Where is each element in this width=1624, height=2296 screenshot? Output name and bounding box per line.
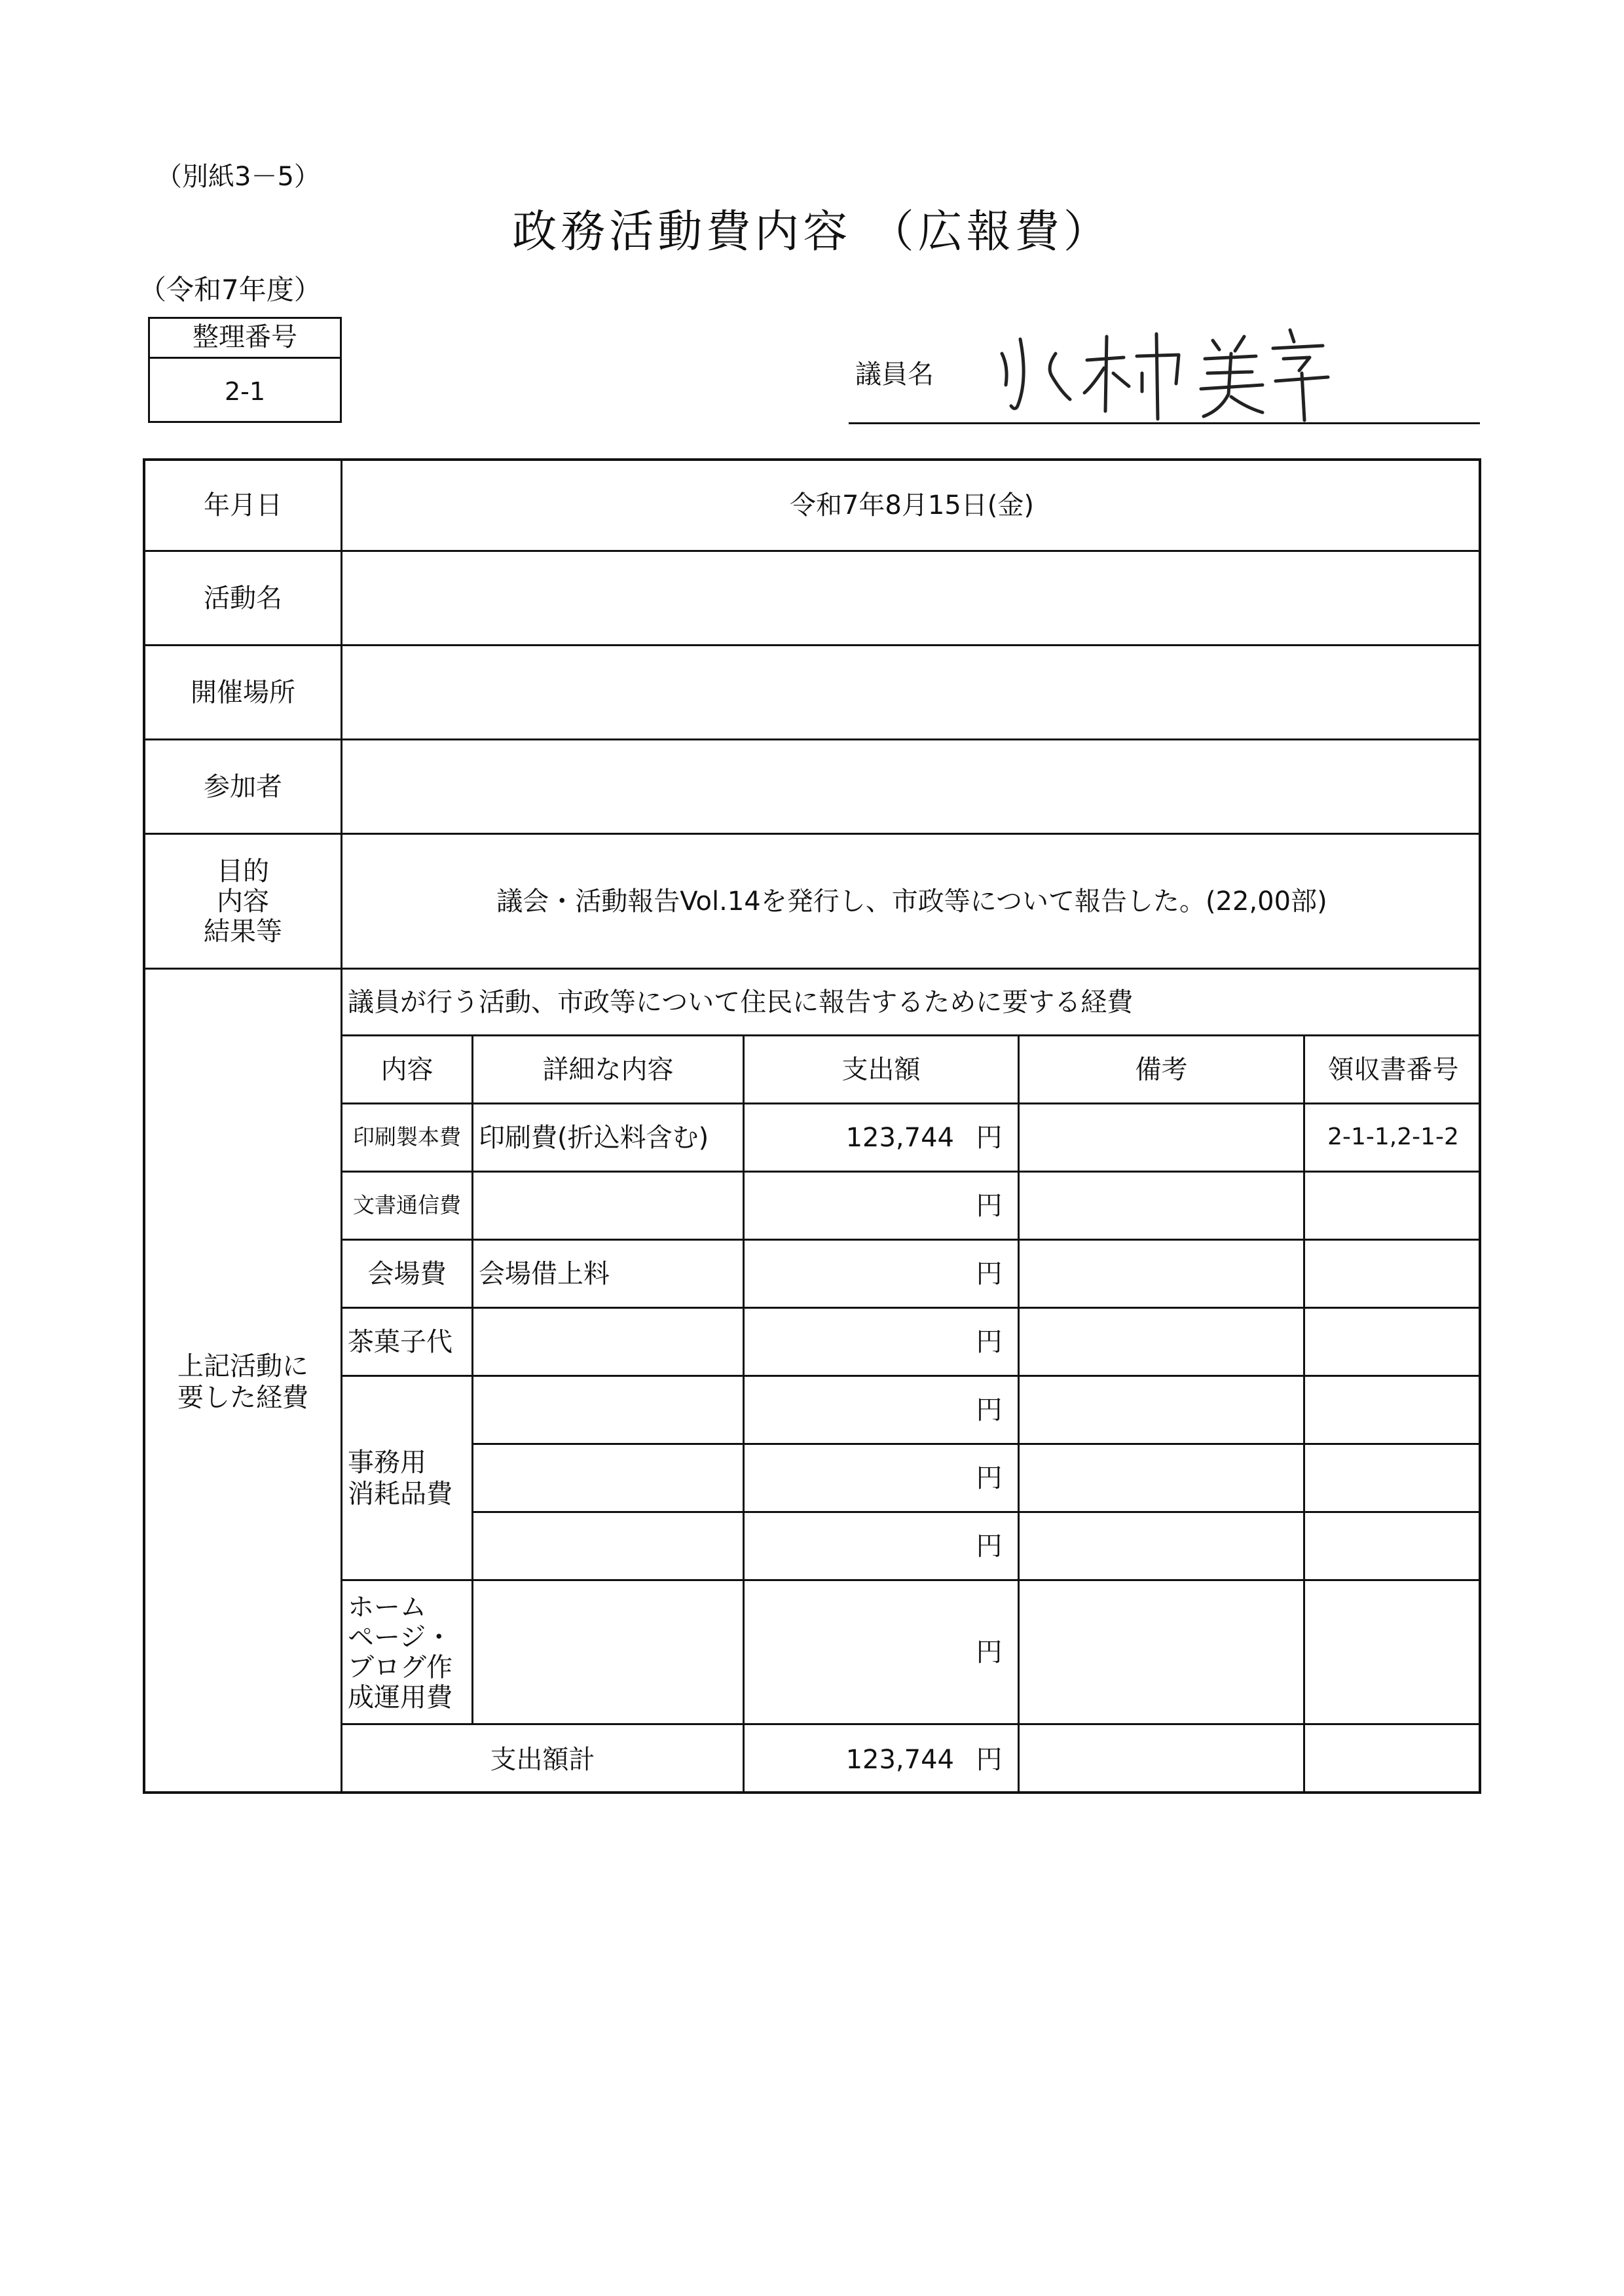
column-header-amount: 支出額 [841,1054,921,1085]
yen-unit: 円 [976,1190,1003,1221]
yen-unit: 円 [976,1394,1003,1425]
yen-unit: 円 [976,1637,1003,1667]
column-header-receipt: 領収書番号 [1327,1054,1459,1085]
expense-amount [745,1581,961,1723]
reference-number-header: 整理番号 [150,319,340,359]
yen-unit: 円 [976,1463,1003,1493]
purpose-label: 目的 内容 結果等 [204,856,282,947]
fiscal-year: （令和7年度） [139,274,322,306]
expense-note [1020,1104,1303,1171]
expense-amount: 123,744 [845,1122,954,1153]
expense-amount [745,1241,961,1307]
expense-amount [745,1309,961,1375]
total-label: 支出額計 [490,1744,595,1775]
participants-value [342,740,1481,833]
yen-unit: 円 [976,1122,1003,1153]
expense-detail: 印刷費(折込料含む) [479,1122,709,1153]
date-value: 令和7年8月15日(金) [789,490,1034,520]
expense-category: 茶菓子代 [348,1326,452,1357]
expense-detail [473,1513,743,1579]
column-header-detail: 詳細な内容 [542,1054,674,1085]
venue-label: 開催場所 [191,677,295,708]
reference-number-value: 2-1 [224,377,266,406]
document-title: 政務活動費内容 （広報費） [512,206,1112,258]
document-label: （別紙3－5） [156,162,320,192]
purpose-value: 議会・活動報告Vol.14を発行し、市政等について報告した。(22,00部) [496,886,1327,917]
expense-category: 印刷製本費 [353,1124,461,1150]
expense-receipt: 2-1-1,2-1-2 [1327,1123,1459,1151]
yen-unit: 円 [976,1326,1003,1357]
expense-amount [745,1513,961,1579]
column-header-note: 備考 [1135,1054,1188,1085]
expense-amount [745,1445,961,1511]
expense-detail [473,1173,743,1239]
expense-detail [473,1377,743,1443]
expense-category: 文書通信費 [353,1192,461,1218]
expense-category: 会場費 [367,1258,447,1289]
venue-value [342,646,1481,738]
member-signature [982,308,1349,426]
expense-amount [745,1377,961,1443]
expense-category: 事務用 消耗品費 [348,1447,452,1509]
yen-unit: 円 [976,1258,1003,1289]
yen-unit: 円 [976,1531,1003,1561]
total-amount: 123,744 [845,1744,954,1775]
member-name-label: 議員名 [855,359,934,390]
activity-expense-table [143,458,1481,1794]
expense-category: ホーム ページ・ ブログ作 成運用費 [348,1592,452,1713]
reference-number-box [148,317,342,423]
expense-detail [473,1309,743,1375]
activity-name-label: 活動名 [204,583,282,613]
expense-detail: 会場借上料 [479,1258,610,1289]
yen-unit: 円 [976,1744,1003,1775]
expense-detail [473,1445,743,1511]
column-header-category: 内容 [380,1054,434,1085]
date-label: 年月日 [204,490,282,520]
activity-name-value [342,552,1481,644]
expense-description: 議員が行う活動、市政等について住民に報告するために要する経費 [348,987,1134,1017]
expense-amount [745,1173,961,1239]
expense-detail [473,1581,743,1723]
member-name-underline [849,422,1480,424]
participants-label: 参加者 [204,771,282,802]
expense-section-label: 上記活動に 要した経費 [177,1351,308,1413]
